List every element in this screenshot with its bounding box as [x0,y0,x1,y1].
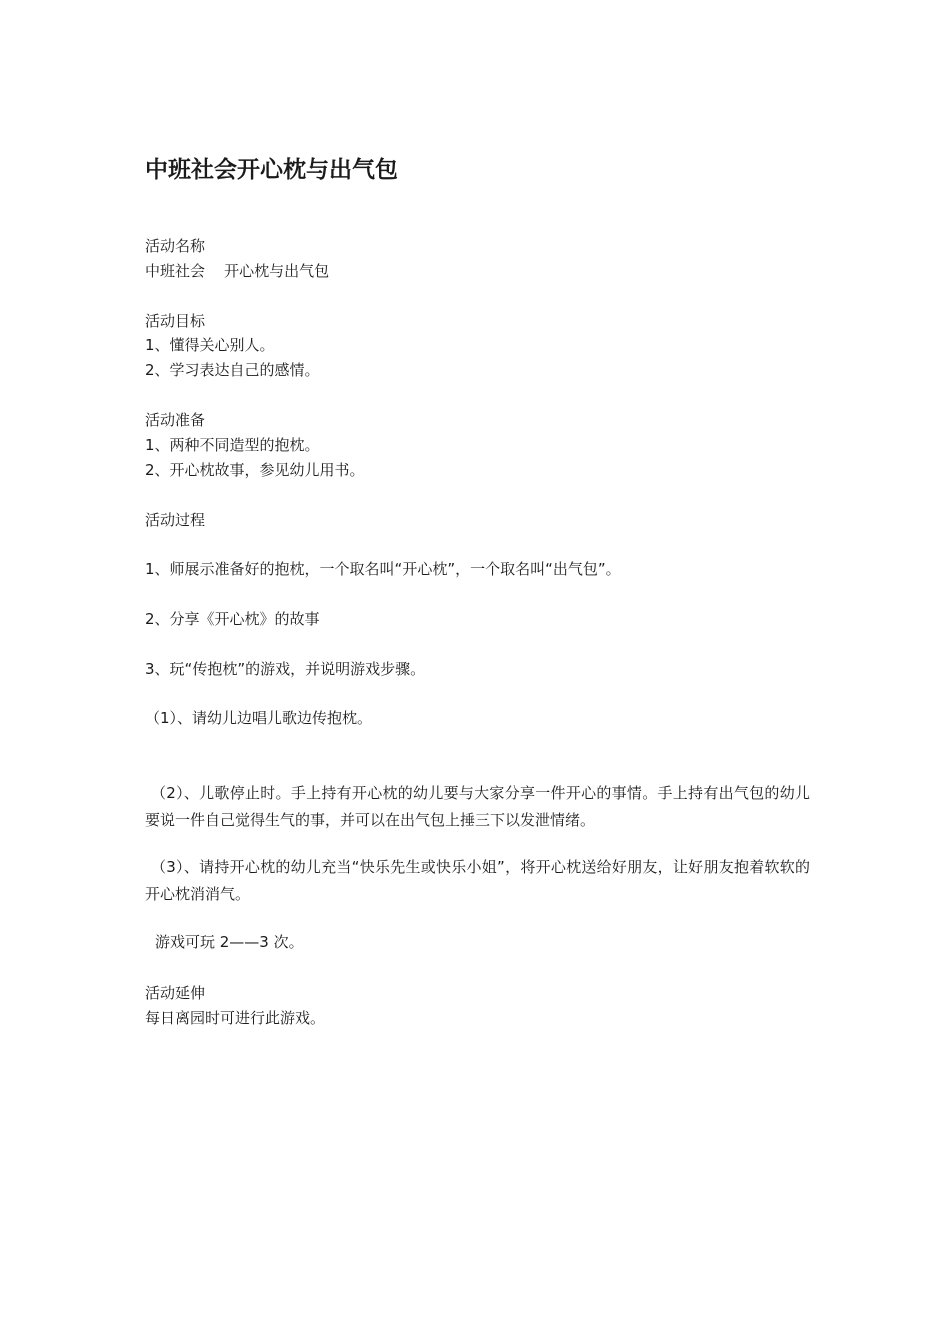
goal-item: 2、学习表达自己的感情。 [145,361,320,379]
activity-name-heading: 活动名称 [145,237,206,255]
preparation-item: 2、开心枕故事，参见幼儿用书。 [145,461,365,479]
activity-name-value: 中班社会 开心枕与出气包 [145,262,330,280]
extension-value: 每日离园时可进行此游戏。 [145,1009,326,1027]
extension-heading: 活动延伸 [145,984,206,1002]
preparation-item: 1、两种不同造型的抱枕。 [145,436,320,454]
process-heading: 活动过程 [145,511,206,529]
goals-heading: 活动目标 [145,312,206,330]
process-step-3: 3、玩“传抱枕”的游戏，并说明游戏步骤。 [145,660,426,678]
preparation-heading: 活动准备 [145,411,206,429]
process-step-1: 1、师展示准备好的抱枕，一个取名叫“开心枕”，一个取名叫“出气包”。 [145,560,621,578]
process-step-2: 2、分享《开心枕》的故事 [145,610,320,628]
document-title: 中班社会开心枕与出气包 [145,157,398,183]
process-note: 游戏可玩 2——3 次。 [155,933,304,951]
goal-item: 1、懂得关心别人。 [145,336,275,354]
process-substep-3: （3）、请持开心枕的幼儿充当“快乐先生或快乐小姐”，将开心枕送给好朋友，让好朋友抱着软软的开心枕消消气。 [145,858,810,903]
process-substep-2: （2）、儿歌停止时。手上持有开心枕的幼儿要与大家分享一件开心的事情。手上持有出气包的幼儿要说一件自己觉得生气的事，并可以在出气包上捶三下以发泄情绪。 [145,784,810,829]
process-substep-1: （1）、请幼儿边唱儿歌边传抱枕。 [145,709,373,727]
